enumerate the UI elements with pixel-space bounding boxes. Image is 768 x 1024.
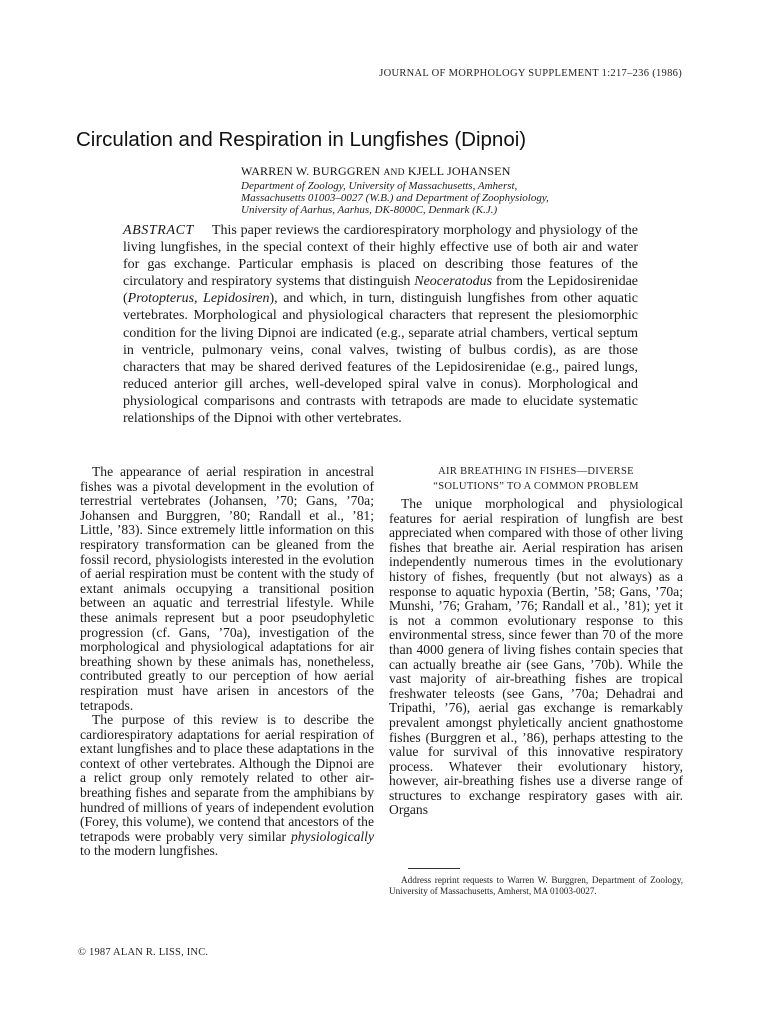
author-name: KJELL JOHANSEN: [407, 164, 511, 178]
author-conjunction: AND: [383, 168, 405, 178]
abstract: [123, 222, 638, 427]
abstract-genus-name: Neoceratodus: [414, 274, 493, 290]
right-column: [389, 497, 683, 818]
paragraph: The appearance of aerial respiration in ancestral fishes was a pivotal development in the evolution of terrestrial vertebrates (Johansen, ’70; Gans, ’70a; Johansen and Burggren, ’80; Randall et al., ’81; Little, ’83). Since extremely little information on this respiratory transformation can be gleaned from the fossil record, physiologists interested in the evolution of aerial respiration must be content with the study of extant animals occupying a transitional position between an aquatic and terrestrial lifestyle. While these animals represent but a poor pseudophyletic progression (cf. Gans, ’70a), investigation of the morphological and physiological adaptations for air breathing shown by these animals has, nonetheless, contributed greatly to our perception of how aerial respiration must have arisen in ancestors of the tetrapods.: [80, 464, 374, 713]
footnote-text: Address reprint requests to Warren W. Burggren, Department of Zoology, University of Massachusetts, Amherst, MA 01003-0027.: [389, 875, 683, 897]
abstract-text: ), and which, in turn, distinguish lungfishes from other aquatic vertebrates. Morphological and physiological characters that represent the plesiomorphic condition for the living Dipnoi are indicated (e.g., separate atrial chambers, vertical septum in ventricle, pulmonary veins, conal valves, twisting of bulbus cordis), as are those characters that may be shared derived features of the Lepidosirenidae (e.g., paired lungs, reduced anterior gill arches, well-developed spiral valve in conus). Morphological and physiological comparisons and contrasts with tetrapods are made to elucidate systematic relationships of the Dipnoi with other vertebrates.: [123, 291, 638, 427]
section-heading-line: “SOLUTIONS” TO A COMMON PROBLEM: [433, 481, 639, 492]
author-name: WARREN W. BURGGREN: [241, 164, 381, 178]
paragraph: [80, 713, 374, 859]
section-heading: [389, 464, 683, 494]
emphasis-text: physiologically: [290, 828, 374, 844]
affiliation-line: University of Aarhus, Aarhus, DK-8000C, Denmark (K.J.): [241, 204, 498, 216]
journal-header: JOURNAL OF MORPHOLOGY SUPPLEMENT 1:217–236 (1986): [379, 68, 682, 79]
affiliation-line: Massachusetts 01003–0027 (W.B.) and Department of Zoophysiology,: [241, 192, 549, 204]
authors: [241, 164, 511, 179]
affiliation-line: Department of Zoology, University of Massachusetts, Amherst,: [241, 180, 518, 192]
footnote-divider: [408, 868, 460, 869]
section-heading-line: AIR BREATHING IN FISHES—DIVERSE: [438, 466, 634, 477]
abstract-text: from the Lepidosirenidae (: [123, 274, 638, 307]
paragraph: The unique morphological and physiological features for aerial respiration of lungfish are best appreciated when compared with those of other living fishes that breathe air. Aerial respiration has arisen independently numerous times in the evolutionary history of fishes, frequently (but not always) as a response to aquatic hypoxia (Bertin, ’58; Gans, ’70a; Munshi, ’76; Graham, ’76; Randall et al., ’81); yet it is not a common evolutionary response to this environmental stress, since fewer than 70 of the more than 4000 genera of living fishes contain species that can actually breathe air (see Gans, ’70b). While the vast majority of air-breathing fishes are tropical freshwater teleosts (see Gans, ’70a; Dehadrai and Tripathi, ’76), aerial gas exchange is remarkably prevalent amongst phyletically ancient gnathostome fishes (Burggren et al., ’86), perhaps attesting to the value for survival of this innovative respiratory process. Whatever their evolutionary history, however, air-breathing fishes use a diverse range of structures to exchange respiratory gases with air. Organs: [389, 496, 683, 818]
page-title: Circulation and Respiration in Lungfishes (Dipnoi): [76, 128, 527, 151]
footnote: [389, 875, 683, 897]
abstract-label: ABSTRACT: [123, 223, 194, 238]
abstract-genus-name: Protopterus, Lepidosiren: [127, 291, 270, 307]
copyright-notice: © 1987 ALAN R. LISS, INC.: [78, 947, 209, 958]
left-column: [80, 465, 374, 859]
paragraph-text: The purpose of this review is to describe the cardiorespiratory adaptations for aerial respiration of extant lungfishes and to place these adaptations in the context of other vertebrates. Although the Dipnoi are a relict group only remotely related to other air-breathing fishes and separate from the amphibians by hundred of millions of years of independent evolution (Forey, this volume), we contend that ancestors of the tetrapods were probably very similar: [80, 712, 374, 844]
paragraph-text: to the modern lungfishes.: [80, 843, 219, 859]
abstract-text: This paper reviews the cardiorespiratory morphology and physiology of the living lungfishes, in the special context of their highly effective use of both air and water for gas exchange. Particular emphasis is placed on describing those features of the circulatory and respiratory systems that distinguish: [123, 223, 638, 290]
